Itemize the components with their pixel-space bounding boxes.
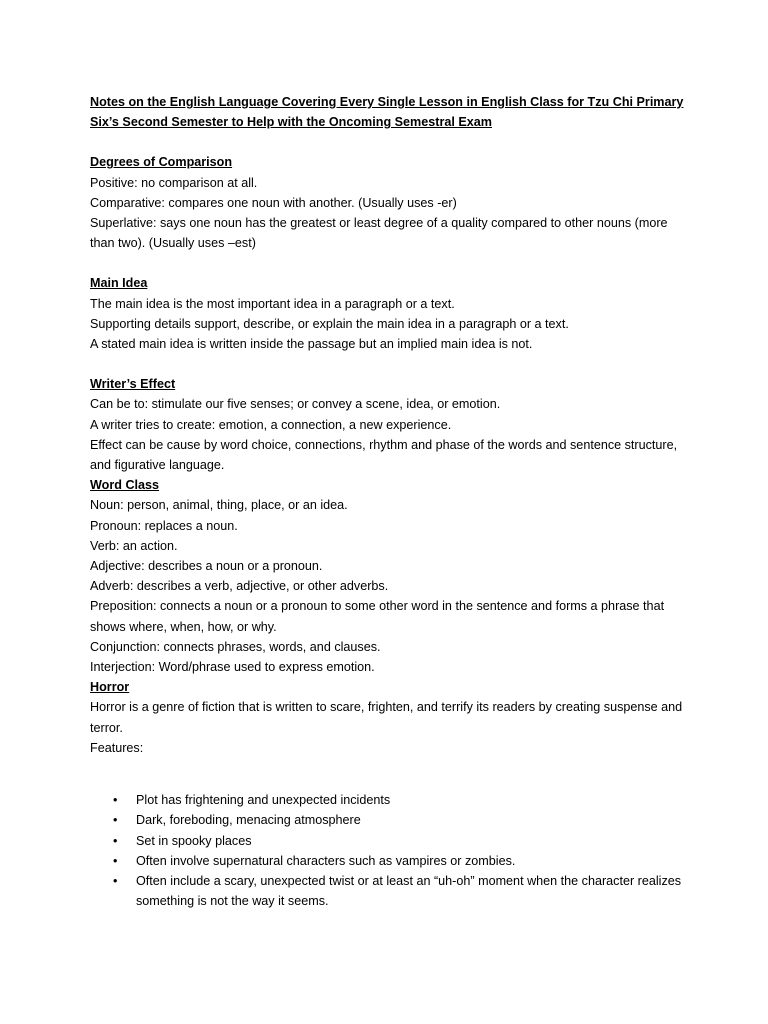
text-line: Conjunction: connects phrases, words, and clauses. (90, 639, 381, 654)
section-heading: Main Idea (90, 276, 148, 291)
list-item-text: Set in spooky places (136, 833, 252, 848)
bullet-icon: • (113, 873, 118, 888)
list-item-text: Plot has frightening and unexpected incidents (136, 793, 391, 808)
bullet-icon: • (113, 833, 118, 848)
list-item (90, 871, 690, 911)
features-label: Features: (90, 740, 144, 755)
text-line: Positive: no comparison at all. (90, 175, 258, 190)
text-line: Interjection: Word/phrase used to express emotion. (90, 660, 375, 675)
list-item (90, 831, 690, 851)
section-main-idea (90, 273, 690, 354)
section-horror (90, 677, 690, 911)
text-line: Preposition: connects a noun or a pronoun to some other word in the sentence and forms a phrase that shows where, when, how, or why. (90, 599, 665, 634)
section-heading: Horror (90, 680, 130, 695)
text-line: Adverb: describes a verb, adjective, or other adverbs. (90, 579, 389, 594)
section-degrees-of-comparison (90, 152, 690, 253)
text-line: Comparative: compares one noun with another. (Usually uses -er) (90, 195, 457, 210)
text-line: Verb: an action. (90, 538, 178, 553)
text-line: Supporting details support, describe, or explain the main idea in a paragraph or a text. (90, 316, 569, 331)
text-line: Superlative: says one noun has the greatest or least degree of a quality compared to other nouns (more than two). (Usually uses –est) (90, 216, 668, 251)
list-item-text: Often include a scary, unexpected twist or at least an “uh-oh” moment when the character realizes something is not the way it seems. (136, 873, 682, 909)
text-line: Horror is a genre of fiction that is written to scare, frighten, and terrify its readers by creating suspense and terror. (90, 700, 683, 735)
blank-space (90, 758, 690, 790)
list-item (90, 810, 690, 830)
section-heading: Degrees of Comparison (90, 155, 233, 170)
document-title: Notes on the English Language Covering Every Single Lesson in English Class for Tzu Chi Primary Six’s Second Semester to Help with the Oncoming Semestral Exam (90, 95, 684, 130)
text-line: A stated main idea is written inside the passage but an implied main idea is not. (90, 337, 533, 352)
text-line: A writer tries to create: emotion, a connection, a new experience. (90, 417, 452, 432)
list-item (90, 851, 690, 871)
document-page (90, 92, 690, 911)
bullet-icon: • (113, 853, 118, 868)
bullet-icon: • (113, 793, 118, 808)
bullet-icon: • (113, 813, 118, 828)
text-line: The main idea is the most important idea in a paragraph or a text. (90, 296, 455, 311)
text-line: Noun: person, animal, thing, place, or an idea. (90, 498, 348, 513)
text-line: Adjective: describes a noun or a pronoun. (90, 559, 323, 574)
section-heading: Writer’s Effect (90, 377, 176, 392)
text-line: Can be to: stimulate our five senses; or convey a scene, idea, or emotion. (90, 397, 501, 412)
text-line: Effect can be cause by word choice, connections, rhythm and phase of the words and sentence structure, and figurative language. (90, 437, 678, 473)
text-line: Pronoun: replaces a noun. (90, 518, 238, 533)
list-item-text: Dark, foreboding, menacing atmosphere (136, 813, 361, 828)
features-list (90, 790, 690, 911)
section-writers-effect (90, 374, 690, 475)
section-word-class (90, 475, 690, 677)
list-item (90, 790, 690, 810)
section-heading: Word Class (90, 478, 160, 493)
list-item-text: Often involve supernatural characters such as vampires or zombies. (136, 853, 516, 868)
